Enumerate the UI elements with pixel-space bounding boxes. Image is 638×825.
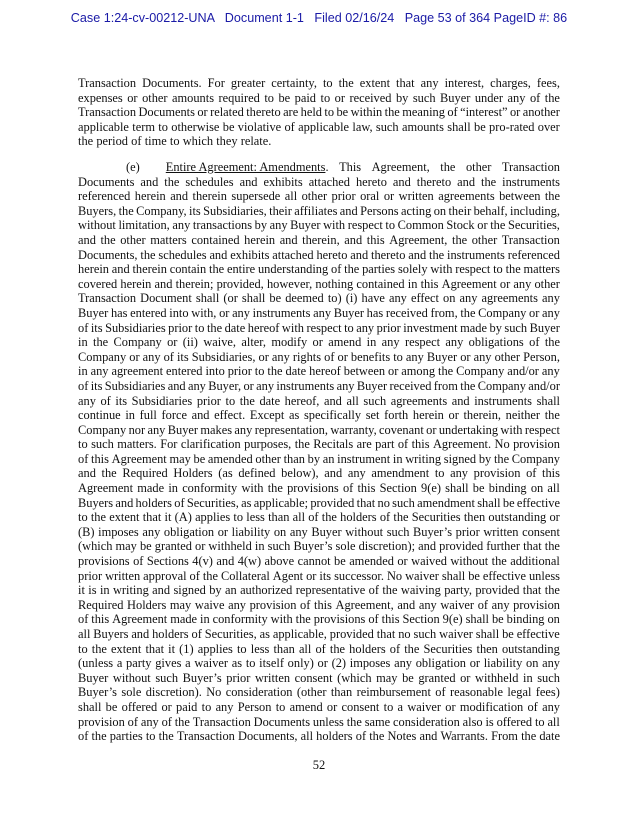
page-info: Page 53 of 364 PageID #: 86	[404, 11, 568, 25]
text-line: shall be offered or paid to any Person to amend or consent to a waiver or modification of any	[78, 699, 560, 714]
text-line: referenced herein and therein supersede all other prior oral or written agreements between the	[78, 189, 560, 204]
text-line: continue in full force and effect. Except as specifically set forth herein or therein, neither the	[78, 408, 560, 423]
text-line: and the Required Holders (as defined below), and any amendment to any provision of this	[78, 466, 560, 481]
text-line: provision of any of the Transaction Documents unless the same consideration also is offered to all	[78, 714, 560, 729]
text-line: Documents, the schedules and exhibits attached hereto and thereto and the instruments referenced	[78, 247, 560, 262]
section-9e-paragraph	[78, 160, 560, 744]
first-line-text: . This Agreement, the other Transaction	[325, 160, 560, 174]
text-line: the period of time to which they relate.	[78, 134, 272, 149]
text-line: Transaction Documents. For greater certainty, to the extent that any interest, charges, fees,	[78, 76, 560, 90]
section-heading: Entire Agreement: Amendments	[165, 160, 326, 174]
text-line: Company or any of its Subsidiaries, or any rights of or benefits to any Buyer or any other Person,	[78, 349, 560, 364]
text-line: to the extent that it (A) applies to less than all of the holders of the Securities then outstanding or	[78, 510, 560, 525]
text-line: and the other matters contained herein and therein, and this Agreement, the other Transaction	[78, 232, 560, 247]
paragraph-first-line	[78, 160, 560, 175]
text-line: prior written approval of the Collateral Agent or its successor. No waiver shall be effective unless	[78, 568, 560, 583]
text-line: of its Subsidiaries prior to the date hereof with respect to any prior investment made by such Buyer	[78, 320, 560, 335]
case-number: Case 1:24-cv-00212-UNA	[70, 11, 215, 25]
document-number: Document 1-1	[224, 11, 304, 25]
text-line: expenses or other amounts required to be paid to or received by such Buyer under any of the	[78, 90, 560, 105]
text-line: of this Agreement may be amended other than by an instrument in writing signed by the Company	[78, 451, 560, 466]
text-line: provisions of Sections 4(v) and 4(w) above cannot be amended or waived without the additional	[78, 554, 560, 569]
filing-header	[0, 10, 638, 26]
text-line: of its Subsidiaries and any Buyer, or any instruments any Buyer received from the Company and/or	[78, 378, 560, 393]
text-line: in any agreement entered into prior to the date hereof between or among the Company and/or any	[78, 364, 560, 379]
text-line: Buyer’s sole discretion). No consideration (other than reimbursement of reasonable legal fees)	[78, 685, 560, 700]
text-line: Required Holders may waive any provision of this Agreement, and any waiver of any provision	[78, 597, 560, 612]
text-line: (which may be granted or withheld in such Buyer’s sole discretion); and provided further that the	[78, 539, 560, 554]
paragraph-continuation	[78, 76, 560, 149]
text-line: it is in writing and signed by an authorized representative of the waiving party, provided that the	[78, 583, 560, 598]
text-line: Documents and the schedules and exhibits attached hereto and thereto and the instruments	[78, 174, 560, 189]
text-line: Transaction Documents or related thereto are held to be within the meaning of “interest” or another	[78, 105, 560, 120]
text-line: Company nor any Buyer makes any representation, warranty, covenant or undertaking with respect	[78, 422, 560, 437]
page-number: 52	[312, 758, 326, 772]
text-line: (unless a party gives a waiver as to itself only) or (2) imposes any obligation or liability on any	[78, 656, 560, 671]
text-line: to the extent that it (1) applies to less than all of the holders of the Securities then outstanding	[78, 641, 560, 656]
text-line: in the Company or (ii) waive, alter, modify or amend in any respect any obligations of the	[78, 335, 560, 350]
text-line: Buyers, the Company, its Subsidiaries, their affiliates and Persons acting on their behalf, including,	[78, 203, 560, 218]
text-line: Buyer has entered into with, or any instruments any Buyer has received from, the Company or any	[78, 305, 560, 320]
text-line: applicable term to otherwise be violative of applicable law, such amounts shall be pro-rated over	[78, 119, 560, 134]
text-line: Buyer without such Buyer’s prior written consent (which may be granted or withheld in such	[78, 670, 560, 685]
text-line: all Buyers and holders of Securities, as applicable, provided that no such waiver shall be effective	[78, 627, 560, 641]
text-line: any of its Subsidiaries prior to the date hereof, and all such agreements and instruments shall	[78, 393, 560, 408]
text-line: herein and therein contain the entire understanding of the parties solely with respect to the matters	[78, 262, 560, 277]
text-line: of the parties to the Transaction Documents, all holders of the Notes and Warrants. From the date	[78, 729, 560, 744]
filed-date: Filed 02/16/24	[314, 11, 395, 25]
section-label: (e)	[126, 160, 140, 174]
text-line: Buyers and holders of Securities, as applicable; provided that no such amendment shall be effective	[78, 495, 560, 510]
text-line: Agreement made in conformity with the provisions of this Section 9(e) shall be binding on all	[78, 481, 560, 496]
text-line: without limitation, any transactions by any Buyer with respect to Common Stock or the Securities,	[78, 218, 560, 233]
text-line: Transaction Document shall (or shall be deemed to) (i) have any effect on any agreements any	[78, 291, 560, 306]
text-line: covered herein and therein; provided, however, nothing contained in this Agreement or any other	[78, 276, 560, 291]
text-line: (B) imposes any obligation or liability on any Buyer without such Buyer’s prior written consent	[78, 524, 560, 539]
text-line: of this Agreement made in conformity with the provisions of this Section 9(e) shall be binding on	[78, 612, 560, 627]
text-line: to such matters. For clarification purposes, the Recitals are part of this Agreement. No provision	[78, 437, 560, 452]
